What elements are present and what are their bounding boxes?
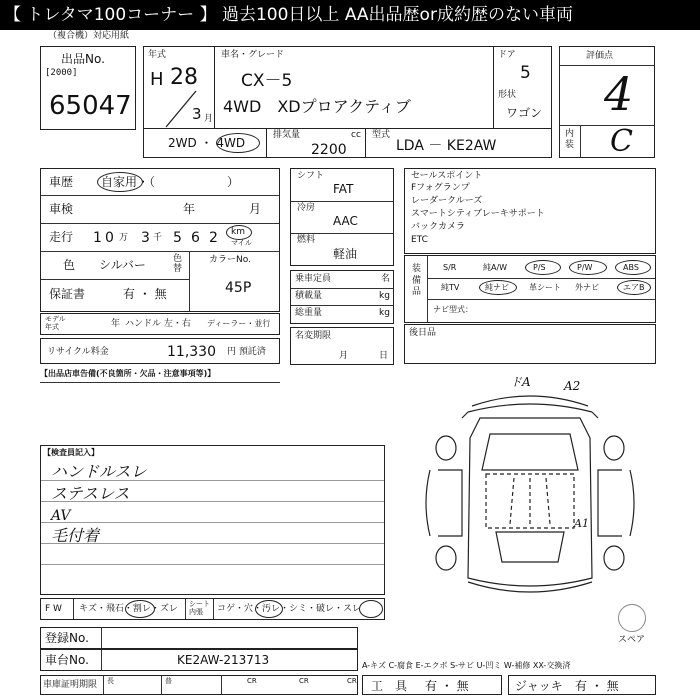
equip-navi-circle [479,280,517,295]
shift-label: シフト [297,171,325,181]
equip-airbag-circle [617,280,651,295]
mileage-digit-3: 3 [141,230,150,246]
inspector-note: 毛付着 [51,526,100,545]
color-label: 色 [63,258,76,272]
engine-unit: cc [351,130,361,140]
cert-cell: CR [299,677,309,685]
damage-body: A1 [574,517,589,530]
mileage-digit-1: 1 [93,230,102,246]
shift-ac-fuel-block [290,168,394,266]
model-grade: 4WD XDプロアクティブ [223,97,411,116]
tools-label: 工 具 [371,679,408,693]
jack-label: ジャッキ [515,679,563,693]
ac-value: AAC [333,214,358,228]
scratch-options: キズ・飛石・割レ・ズレ [79,604,178,614]
doors-box [493,46,552,130]
jack-value: 有 ・ 無 [575,679,619,693]
mileage-man: 万 [119,233,129,243]
recycle-row [40,338,280,364]
mileage-label: 走行 [49,230,74,244]
title-banner: 【 トレタマ100コーナー 】 過去100日以上 AA出品歴or成約歴のない車両 [0,0,700,30]
type-label: 型式 [372,130,391,140]
warranty-label: 保証書 [49,287,86,301]
shape-value: ワゴン [506,106,543,120]
cert-cell: CR [347,677,357,685]
ac-label: 冷房 [297,203,316,213]
year-value: 28 [170,65,198,90]
lot-box [40,46,136,130]
spare-label: スペア [618,635,646,645]
mileage-digit-2: 0 [105,230,114,246]
fuel-label: 燃料 [297,235,316,245]
equipment-block [404,255,656,323]
engine-box [266,128,366,158]
jack-box [508,675,656,695]
seat-wear-circle [359,600,383,618]
drive-box [143,128,267,158]
year-month-unit: 月 [204,114,214,124]
interior-label: 内装 [565,129,575,150]
inspection-month-unit: 月 [249,202,262,216]
sales-point-item: Fフォグランプ [411,183,470,193]
seat-options: コゲ・穴・汚レ・シミ・破レ・スレ [217,604,362,614]
equip-tv: 純TV [441,283,460,292]
chassis-value: KE2AW-213713 [177,653,270,667]
car-damage-diagram [410,375,650,608]
load-label: 積載量 [295,291,323,301]
dealer-label: ディーラー・並行 [207,319,271,328]
damage-front-right: A2 [564,379,581,393]
model-year-unit: 年 [111,319,121,329]
shift-value: FAT [333,182,354,196]
mileage-digit-6: 2 [209,230,218,246]
parking-cert-label: 車庫証明期限 [43,680,98,690]
parking-cert-row [40,675,358,695]
recycle-label: リサイクル料金 [47,347,109,357]
seat-dirt-circle [255,600,283,618]
history-label: 車歴 [49,175,74,189]
scratch-stone-circle [125,600,155,618]
history-selected-circle [97,172,143,192]
drive-selected-circle [216,133,260,153]
lot-label: 出品No. [61,52,105,66]
fw-label: F W [45,604,62,614]
weight-unit: kg [379,308,390,318]
inspector-label: 【検査員記入】 [43,448,99,457]
recycle-value: 11,330 [167,344,216,360]
equip-alloy-wheels: 純A/W [483,263,508,272]
equip-sr: S/R [443,263,457,272]
inspector-note: ハンドルスレ [51,462,147,481]
inspector-notes-block [40,445,385,595]
inspector-note: ステスレス [51,484,130,503]
capacity-label: 乗車定員 [295,274,332,284]
model-year-label: モデル年式 [45,315,66,331]
equip-ext-navi: 外ナビ [575,283,599,292]
fuel-value: 軽油 [333,247,358,261]
registration-change-month: 月 [339,351,349,361]
engine-value: 2200 [311,142,347,158]
year-era: H [150,69,164,90]
year-month: 3 [192,105,202,123]
cert-cell: 長 [107,677,114,685]
equip-ps: P/S [533,263,546,272]
registration-row [40,627,358,649]
inspection-year-unit: 年 [183,202,196,216]
equip-navi: 純ナビ [485,283,509,292]
sales-point-item: バックカメラ [411,222,466,232]
registration-change-label: 名変期限 [295,331,332,341]
damage-legend: A-キズ C-腐食 E-エクボ S-サビ U-凹ミ W-補修 XX-交換済 [362,661,571,670]
type-value: LDA － KE2AW [396,138,497,154]
dealer-notes-heading: 【出品店車告備(不良箇所・欠品・注意事項等)】 [40,369,216,378]
mileage-digit-4: 5 [173,230,182,246]
tools-value: 有 ・ 無 [425,679,469,693]
mileage-sen: 千 [153,233,163,243]
color-no-value: 45P [225,280,252,296]
color-value: シルバー [99,258,146,272]
equip-leather: 革シート [529,283,561,292]
engine-label: 排気量 [273,130,301,140]
drive-options: 2WD ・ 4WD [168,136,246,150]
later-items-block [404,324,656,364]
equip-abs-circle [615,260,651,275]
sub-label: （複合機）対応用紙 [48,31,130,41]
lot-stamp: [2000] [45,68,78,78]
sales-point-item: レーダークルーズ [411,196,483,206]
color-no-label: カラーNo. [209,255,251,265]
model-name: CX－5 [241,71,293,91]
equip-abs: ABS [623,263,639,272]
cert-cell: CR [247,677,257,685]
nav-type-label: ナビ型式： [433,305,473,314]
repaint-label: 色替 [173,254,183,274]
shape-label: 形状 [498,90,517,100]
cert-cell: 普 [165,677,172,685]
score-box [559,46,655,158]
history-value: 自家用・（ ） [101,175,240,189]
sales-point-item: スマートシティブレーキサポート [411,209,545,219]
later-items-label: 後日品 [409,328,437,338]
vehicle-info-block [40,168,280,312]
capacity-block [290,270,394,324]
capacity-unit: 名 [381,274,391,284]
year-box [143,46,215,130]
damage-front-left: ドA [510,375,531,389]
seat-label: シート 内張 [189,600,210,616]
load-unit: kg [379,291,390,301]
inspector-note: AV [51,508,71,524]
equip-airbag: エアB [623,283,645,292]
equip-ps-circle [525,260,561,275]
score-value: 4 [604,67,634,121]
registration-change-block [290,327,394,365]
chassis-label: 車台No. [45,653,89,667]
interior-value: C [610,124,633,159]
reg-no-label: 登録No. [45,631,89,645]
type-box [365,128,552,158]
mileage-mile: マイル [231,239,252,247]
registration-change-day: 日 [379,351,389,361]
lot-number: 65047 [49,91,132,121]
mileage-unit-circle [226,225,252,240]
mileage-unit: km [231,227,245,237]
tools-box [362,675,502,695]
doors-label: ドア [498,50,516,60]
condition-row [40,598,385,620]
equip-pw: P/W [577,263,593,272]
score-label: 評価点 [586,51,614,61]
sales-points-block [404,168,656,254]
warranty-value: 有 ・ 無 [123,287,167,301]
chassis-row [40,649,358,671]
inspection-label: 車検 [49,202,74,216]
recycle-unit: 円 預託済 [227,347,266,357]
model-box [214,46,494,130]
equipment-label: 装備品 [412,264,422,298]
model-year-row [40,313,280,335]
equip-pw-circle [569,260,607,275]
weight-label: 総重量 [295,308,323,318]
spare-tire-icon [618,604,646,632]
sales-point-item: ETC [411,235,428,245]
year-label: 年式 [148,50,167,60]
model-label: 車名・グレード [221,50,285,60]
mileage-digit-5: 6 [191,230,200,246]
sales-points-label: セールスポイント [411,171,483,181]
doors-value: 5 [520,63,531,83]
handle-label: ハンドル 左・右 [125,319,191,329]
